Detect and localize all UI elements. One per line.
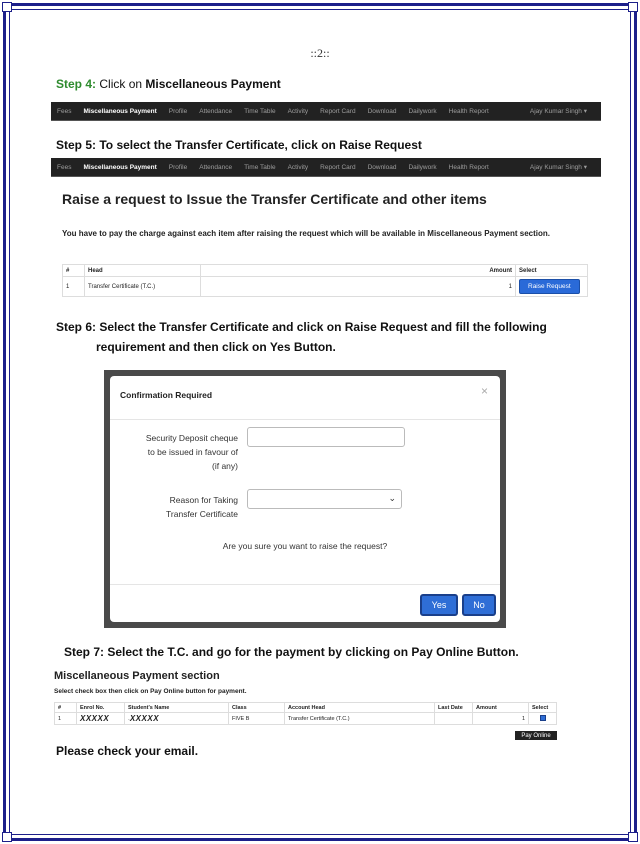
- nav-item-dailywork[interactable]: Dailywork: [408, 163, 437, 171]
- closing-note: Please check your email.: [56, 744, 199, 758]
- col-last-date: Last Date: [435, 703, 473, 713]
- corner-ornament: [628, 2, 638, 12]
- nav-item-health-report[interactable]: Health Report: [448, 107, 489, 115]
- col-select: Select: [516, 265, 588, 277]
- user-menu[interactable]: Ajay Kumar Singh ▾: [529, 164, 587, 171]
- step-4-text: Click on: [99, 77, 143, 91]
- misc-payment-note: Select check box then click on Pay Online button for payment.: [54, 688, 247, 695]
- step-6-heading: Step 6: Select the Transfer Certificate and click on Raise Request and fill the following: [56, 320, 547, 334]
- nav-item-profile[interactable]: Profile: [168, 107, 188, 115]
- row-student: ·XXXXX: [125, 713, 229, 725]
- nav-item-download[interactable]: Download: [367, 163, 397, 171]
- raise-request-note: You have to pay the charge against each item after raising the request which will be available in Miscellaneous Payment section.: [62, 229, 551, 238]
- reason-select[interactable]: [247, 489, 402, 509]
- nav-item-activity[interactable]: Activity: [287, 107, 309, 115]
- nav-item-report-card[interactable]: Report Card: [320, 163, 356, 171]
- row-head: Transfer Certificate (T.C.): [85, 277, 201, 297]
- navbar: [51, 158, 601, 177]
- nav-item-activity[interactable]: Activity: [287, 163, 309, 171]
- table-header-row: [63, 265, 588, 277]
- modal-header: [110, 376, 500, 420]
- misc-payment-title: Miscellaneous Payment section: [54, 670, 220, 682]
- row-amount: 1: [201, 277, 516, 297]
- table-header-row: [55, 703, 557, 713]
- row-select: [529, 713, 557, 725]
- confirm-question: Are you sure you want to raise the request?: [222, 541, 388, 551]
- row-account: Transfer Certificate (T.C.): [285, 713, 435, 725]
- col-student: Student's Name: [125, 703, 229, 713]
- confirmation-modal: [110, 376, 500, 622]
- page-number: ::2::: [310, 46, 330, 60]
- raise-request-button[interactable]: Raise Request: [519, 279, 580, 294]
- col-account: Account Head: [285, 703, 435, 713]
- nav-item-misc-payment[interactable]: Miscellaneous Payment: [83, 163, 157, 171]
- misc-payment-table: [54, 702, 557, 725]
- row-enrol: XXXXX: [77, 713, 125, 725]
- nav-item-timetable[interactable]: Time Table: [244, 163, 276, 171]
- col-enrol: Enrol No.: [77, 703, 125, 713]
- raise-request-title: Raise a request to Issue the Transfer Certificate and other items: [62, 191, 487, 207]
- nav-item-fees[interactable]: Fees: [57, 163, 72, 171]
- col-amount: Amount: [473, 703, 529, 713]
- row-class: FIVE B: [229, 713, 285, 725]
- modal-title: Confirmation Required: [120, 390, 213, 400]
- security-deposit-label: Security Deposit cheque to be issued in favour of (if any): [145, 433, 238, 471]
- step-4-heading: [56, 77, 281, 91]
- reason-label: Reason for Taking Transfer Certificate: [166, 495, 238, 519]
- yes-button[interactable]: Yes: [420, 594, 458, 616]
- col-num: #: [55, 703, 77, 713]
- security-deposit-input[interactable]: [247, 427, 405, 447]
- nav-item-misc-payment[interactable]: Miscellaneous Payment: [83, 107, 157, 115]
- modal-screenshot: [104, 370, 506, 628]
- corner-ornament: [628, 832, 638, 842]
- row-amount: 1: [473, 713, 529, 725]
- navbar: [51, 102, 601, 121]
- raise-request-table: [62, 264, 588, 297]
- nav-item-health-report[interactable]: Health Report: [448, 163, 489, 171]
- pay-online-button[interactable]: Pay Online: [515, 731, 557, 740]
- nav-item-fees[interactable]: Fees: [57, 107, 72, 115]
- col-amount: Amount: [201, 265, 516, 277]
- step-4-label: Step 4:: [56, 77, 97, 91]
- step-4-bold: Miscellaneous Payment: [145, 77, 281, 91]
- nav-item-download[interactable]: Download: [367, 107, 397, 115]
- nav-item-profile[interactable]: Profile: [168, 163, 188, 171]
- corner-ornament: [2, 832, 12, 842]
- nav-item-report-card[interactable]: Report Card: [320, 107, 356, 115]
- user-menu[interactable]: Ajay Kumar Singh ▾: [529, 108, 587, 115]
- nav-item-attendance[interactable]: Attendance: [199, 163, 233, 171]
- row-last-date: [435, 713, 473, 725]
- table-row: [63, 277, 588, 297]
- step-6-heading-cont: requirement and then click on Yes Button.: [96, 340, 336, 354]
- step-5-heading: Step 5: To select the Transfer Certificate, click on Raise Request: [56, 138, 422, 152]
- step-7-heading: Step 7: Select the T.C. and go for the payment by clicking on Pay Online Button.: [64, 645, 519, 659]
- col-select: Select: [529, 703, 557, 713]
- close-icon[interactable]: ×: [480, 384, 488, 398]
- corner-ornament: [2, 2, 12, 12]
- no-button[interactable]: No: [462, 594, 496, 616]
- col-class: Class: [229, 703, 285, 713]
- row-num: 1: [63, 277, 85, 297]
- nav-item-dailywork[interactable]: Dailywork: [408, 107, 437, 115]
- col-head: Head: [85, 265, 201, 277]
- select-checkbox[interactable]: [540, 715, 546, 721]
- row-num: 1: [55, 713, 77, 725]
- table-row: [55, 713, 557, 725]
- row-select: [516, 277, 588, 297]
- col-num: #: [63, 265, 85, 277]
- chevron-down-icon: ⌄: [388, 493, 396, 503]
- nav-item-timetable[interactable]: Time Table: [244, 107, 276, 115]
- nav-item-attendance[interactable]: Attendance: [199, 107, 233, 115]
